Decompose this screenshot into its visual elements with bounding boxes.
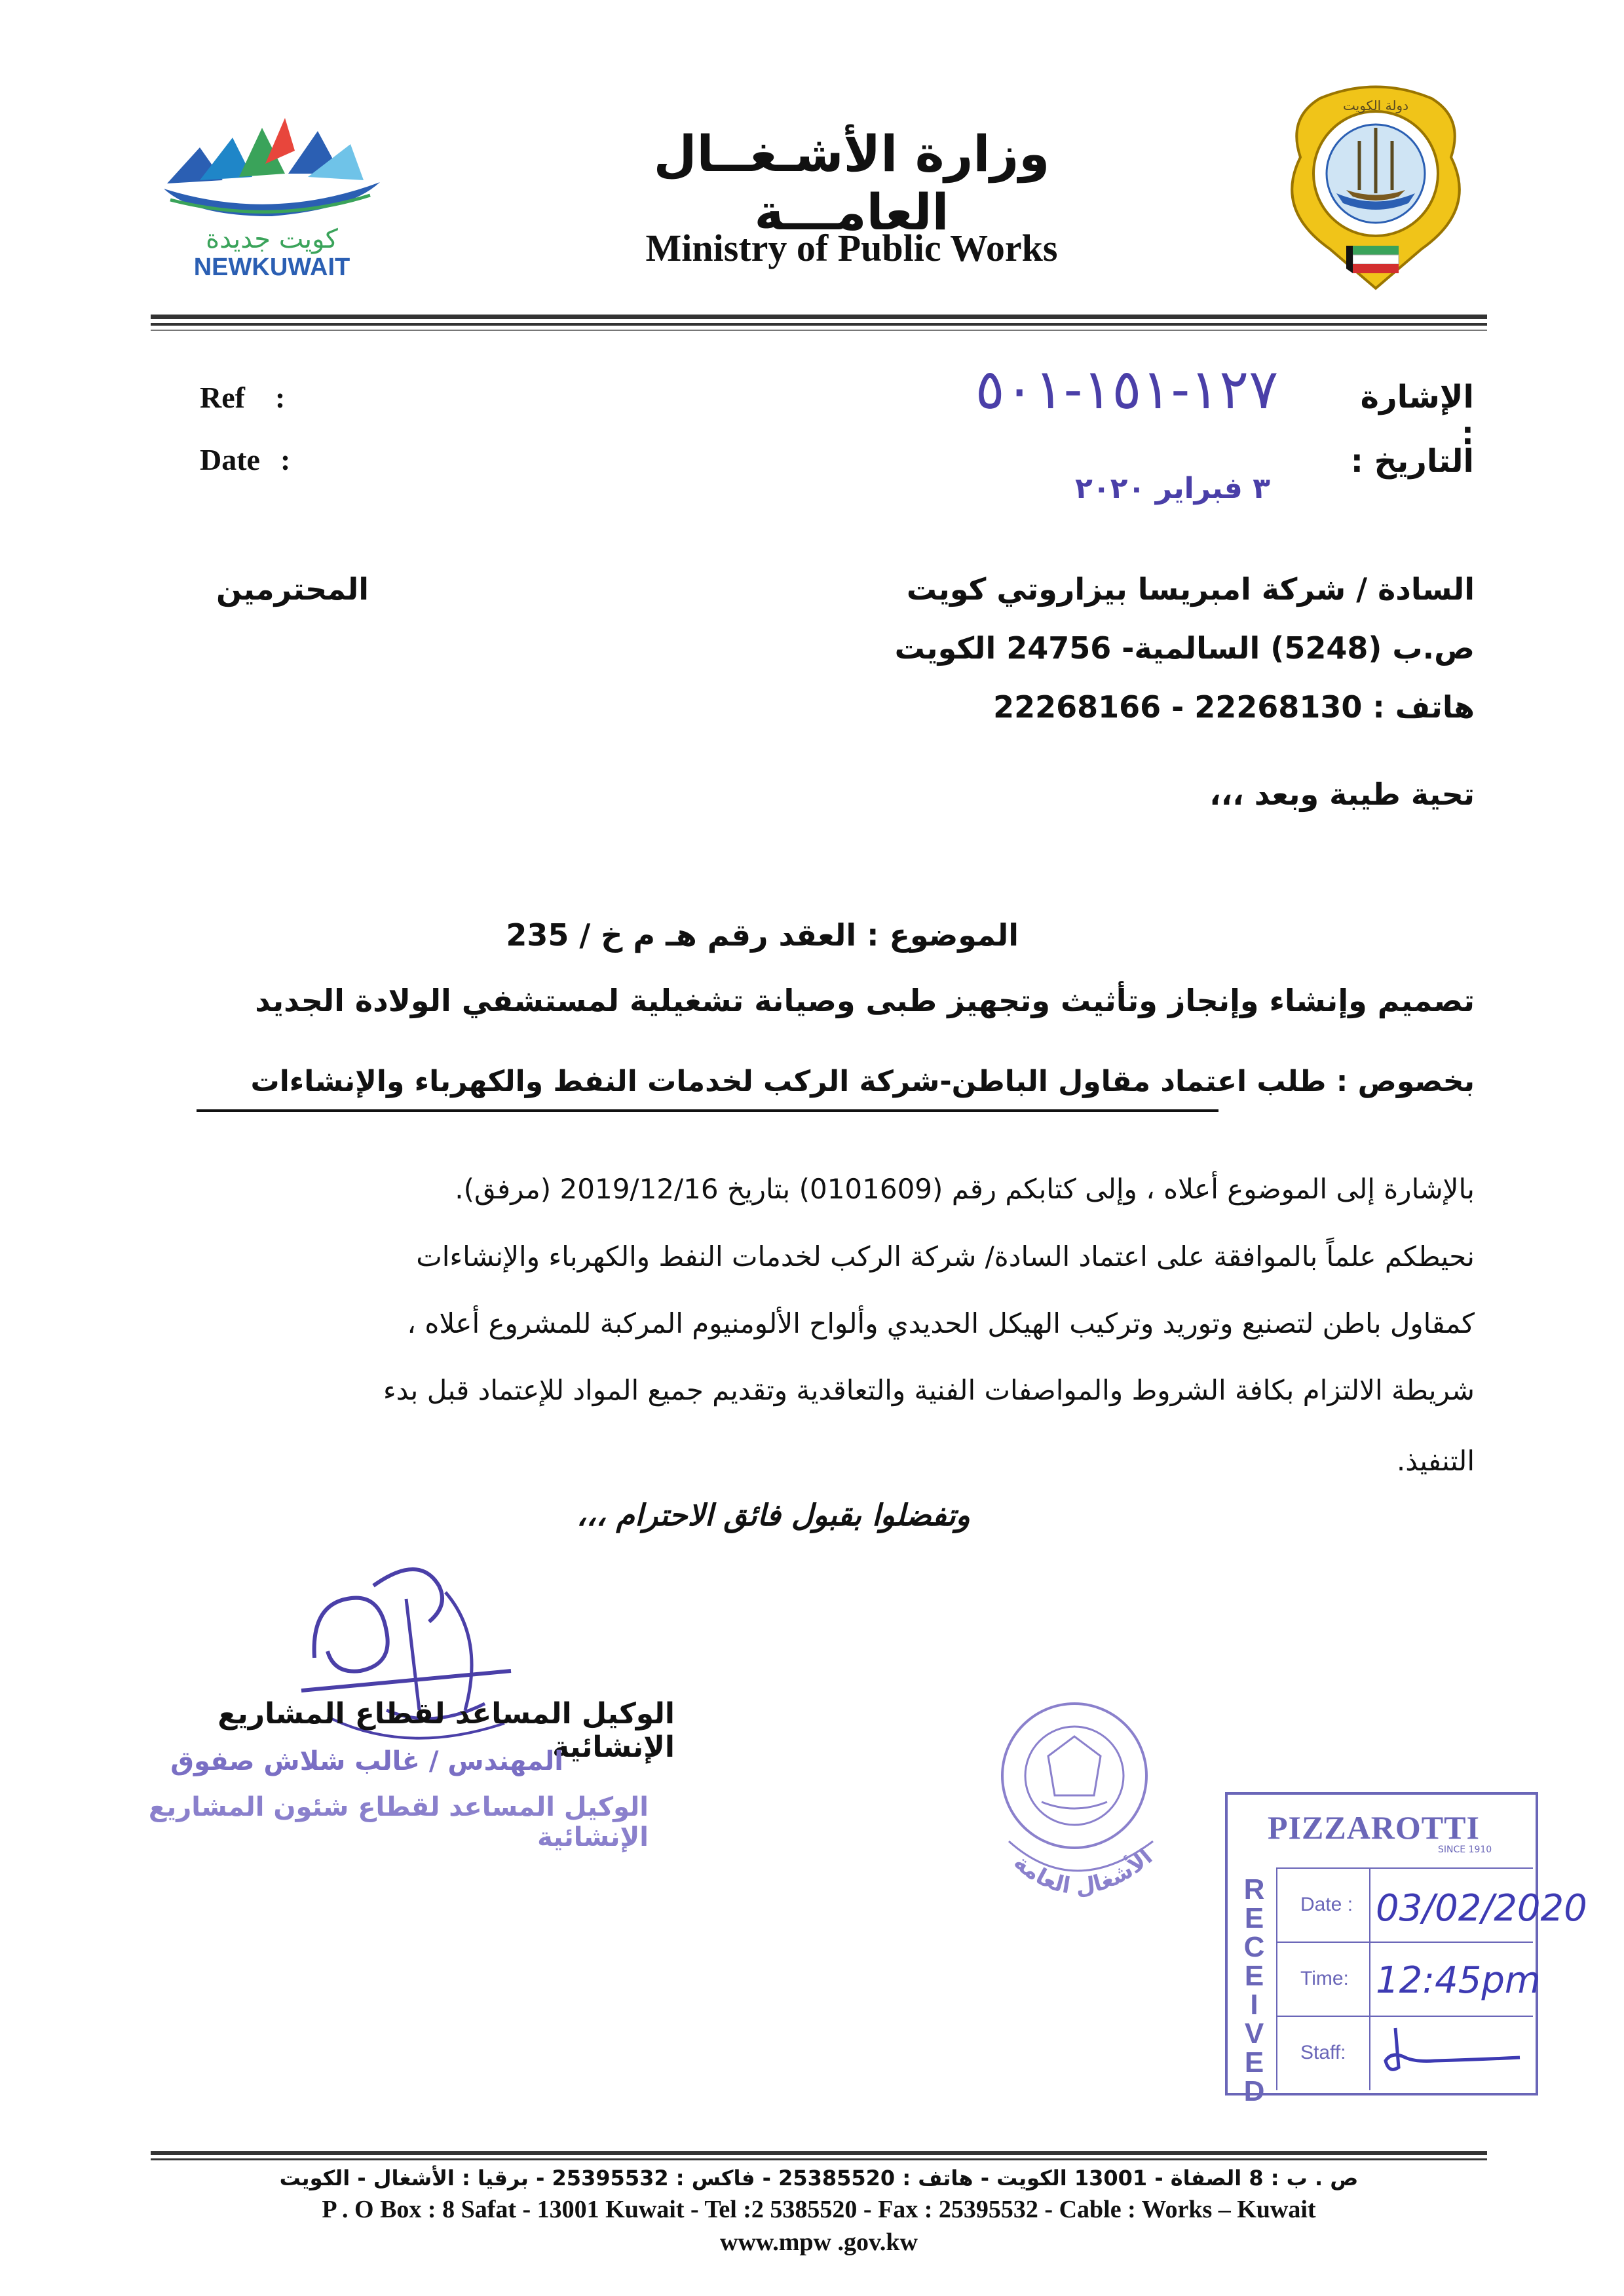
stamp-staff-label: Staff: — [1300, 2042, 1346, 2063]
addressee-company: السادة / شركة امبريسا بيزاروتي كويت — [906, 571, 1475, 607]
body-paragraph-line: نحيطكم علماً بالموافقة على اعتماد السادة/ شركة الركب لخدمات النفط والكهرباء والإنشاءات — [416, 1240, 1475, 1272]
stamp-received-letter: I — [1250, 1989, 1258, 2021]
stamp-divider — [1276, 1867, 1277, 2090]
stamp-brand: PIZZAROTTI — [1268, 1809, 1480, 1846]
ministry-name-arabic: وزارة الأشـغــال العامـــة — [653, 124, 1050, 241]
footer-rule — [151, 2158, 1487, 2160]
header-rule — [151, 330, 1487, 331]
ref-label: Ref — [200, 381, 245, 414]
regarding-underline — [197, 1109, 1218, 1112]
stamp-divider — [1276, 2016, 1533, 2017]
footer-address-english: P . O Box : 8 Safat - 13001 Kuwait - Tel :2 5385520 - Fax : 25395532 - Cable : Works – Kuwait — [322, 2196, 1316, 2223]
respected-salutation: المحترمين — [216, 571, 369, 607]
stamp-divider — [1369, 1867, 1370, 2090]
logo-arabic-text: كويت جديدة — [206, 224, 338, 254]
project-title: تصميم وإنشاء وإنجاز وتأثيث وتجهيز طبى وصيانة تشغيلية لمستشفي الولادة الجديد — [255, 983, 1475, 1018]
closing-line: وتفضلوا بقبول فائق الاحترام ،،، — [576, 1497, 970, 1533]
signer-title: الوكيل المساعد لقطاع المشاريع الإنشائية — [217, 1697, 675, 1764]
regarding-line: بخصوص : طلب اعتماد مقاول الباطن-شركة الركب لخدمات النفط والكهرباء والإنشاءات — [250, 1065, 1475, 1098]
ministry-seal-icon — [963, 1691, 1199, 1940]
ref-colon: : — [275, 381, 286, 414]
stamp-received-letter: C — [1243, 1931, 1265, 1963]
newkuwait-logo — [154, 111, 390, 282]
stamp-received-letter: E — [1244, 1902, 1264, 1934]
header-rule — [151, 315, 1487, 319]
stamp-since: SINCE 1910 — [1438, 1845, 1492, 1855]
logo-english-text: NEWKUWAIT — [193, 254, 350, 281]
header-rule — [151, 323, 1487, 326]
kuwait-emblem-icon — [1281, 79, 1471, 301]
ministry-name-english: Ministry of Public Works — [645, 227, 1058, 269]
handwritten-date: ٣ فبراير ٢٠٢٠ — [1074, 472, 1271, 505]
date-label: Date — [200, 443, 260, 476]
stamp-time-label: Time: — [1300, 1968, 1349, 1989]
addressee-phone: هاتف : 22268130 - 22268166 — [993, 689, 1475, 725]
body-paragraph-line: التنفيذ. — [1396, 1445, 1475, 1477]
ministry-seal-text: الأشغال العامة — [1008, 1844, 1158, 1900]
date-colon: : — [280, 443, 291, 476]
stamp-divider — [1276, 1942, 1533, 1943]
footer-address-arabic: ص . ب : 8 الصفاة - 13001 الكويت - هاتف : 25385520 - فاكس : 25395532 - برقيا : الأشغال - الكويت — [279, 2166, 1359, 2191]
body-paragraph-line: كمقاول باطن لتصنيع وتوريد وتركيب الهيكل الحديدي وألواح الألومنيوم المركبة للمشروع أعلاه ، — [407, 1307, 1475, 1339]
stamp-received-letter: R — [1243, 1873, 1265, 1905]
subject-line: الموضوع : العقد رقم هـ م خ / 235 — [506, 917, 1019, 953]
stamp-received-letter: E — [1244, 2046, 1264, 2078]
signer-name: المهندس / غالب شلاش صفوق — [170, 1746, 563, 1776]
body-paragraph-line: بالإشارة إلى الموضوع أعلاه ، وإلى كتابكم رقم (0101609) بتاريخ 2019/12/16 (مرفق). — [455, 1173, 1475, 1205]
stamp-received-letter: E — [1244, 1960, 1264, 1992]
greeting: تحية طيبة وبعد ،،، — [1209, 776, 1475, 812]
date-label-arabic: التاريخ : — [1350, 443, 1474, 480]
stamp-received-letter: D — [1243, 2075, 1265, 2107]
stamp-divider — [1276, 1867, 1533, 1869]
emblem-text: دولة الكويت — [1343, 98, 1408, 113]
stamp-date-value: 03/02/2020 — [1376, 1887, 1587, 1930]
signer-stamp-title: الوكيل المساعد لقطاع شئون المشاريع الإنشائية — [148, 1792, 649, 1852]
stamp-date-label: Date : — [1300, 1894, 1353, 1915]
stamp-time-value: 12:45pm — [1376, 1959, 1541, 2002]
ref-label-arabic: الإشارة : — [1360, 379, 1474, 452]
footer-rule — [151, 2151, 1487, 2155]
stamp-received-letter: V — [1244, 2018, 1264, 2050]
stamp-received-vertical — [1239, 1875, 1269, 2106]
body-paragraph-line: شريطة الالتزام بكافة الشروط والمواصفات الفنية والتعاقدية وتقديم جميع المواد للإعتماد قبل بدء — [383, 1374, 1475, 1406]
staff-signature-icon — [1376, 2021, 1526, 2080]
handwritten-ref-number: ١٢٧-١٥١-٥٠١ — [975, 357, 1279, 421]
footer-website: www.mpw .gov.kw — [720, 2229, 918, 2256]
addressee-po-box: ص.ب (5248) السالمية- 24756 الكويت — [894, 630, 1475, 666]
